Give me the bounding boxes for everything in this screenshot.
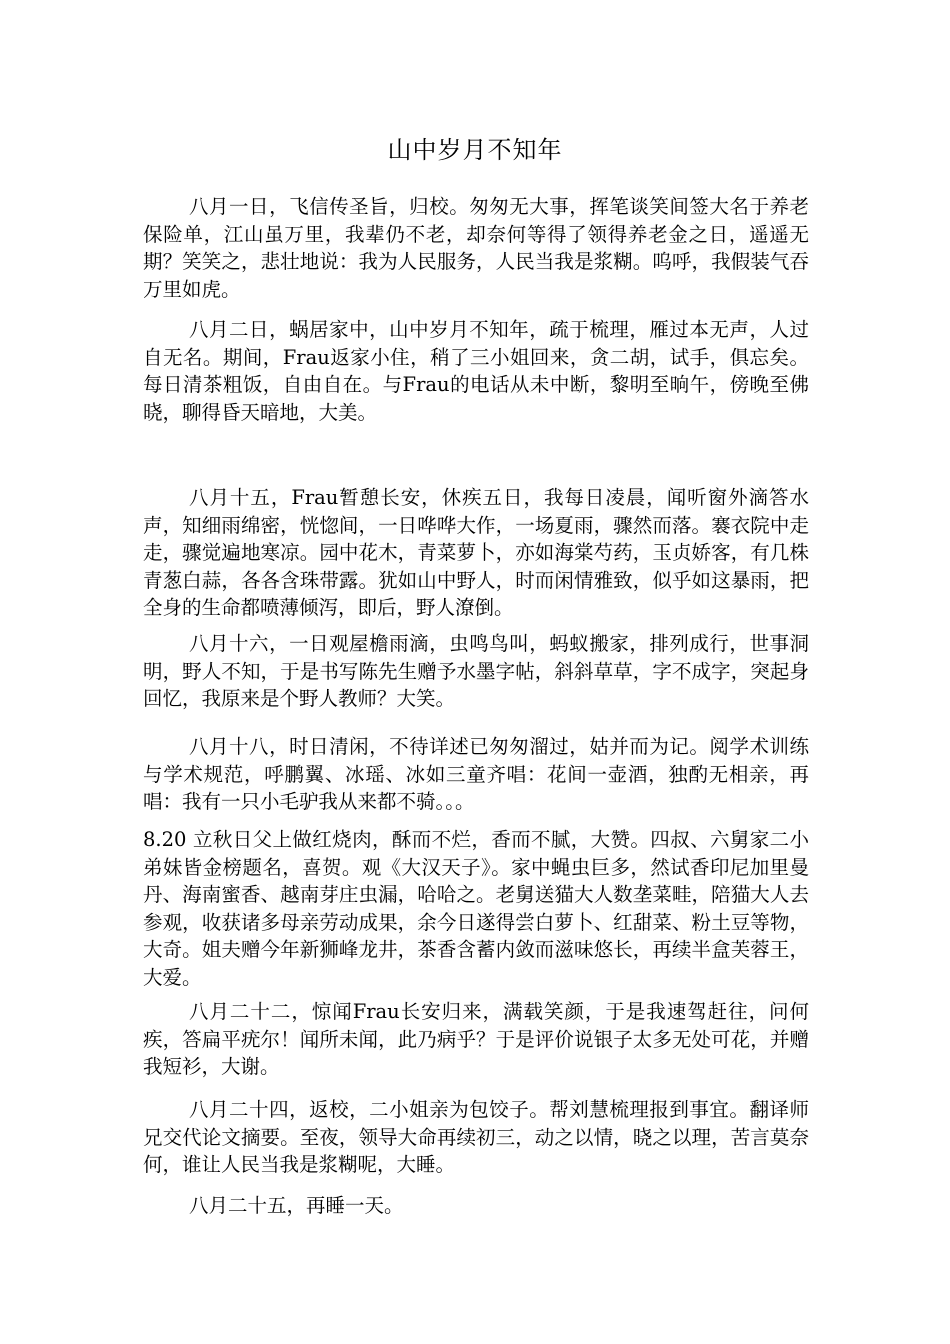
paragraph-aug-22: 八月二十二，惊闻Frau长安归来，满载笑颜，于是我速驾赶往，问何疾，答扁平疣尔！闻所未闻，此乃病乎？于是评价说银子太多无处可花，并赠我短衫，大谢。 bbox=[143, 1000, 809, 1079]
page-title: 山中岁月不知年 bbox=[387, 136, 563, 164]
paragraph-aug-20: 8.20 立秋日父上做红烧肉，酥而不烂，香而不腻，大赞。四叔、六舅家二小弟妹皆金榜题名，喜贺。观《大汉天子》。家中蝇虫巨多，然试香印尼加里曼丹、海南蜜香、越南芽庄虫漏，哈哈之。老舅送猫大人数垄菜畦，陪猫大人去参观，收获诸多母亲劳动成果，余今日遂得尝白萝卜、红甜菜、粉土豆等物，大奇。姐夫赠今年新狮峰龙井，茶香含蓄内敛而滋味悠长，再续半盒芙蓉王，大爱。 bbox=[143, 828, 809, 989]
paragraph-aug-16: 八月十六，一日观屋檐雨滴，虫鸣鸟叫，蚂蚁搬家，排列成行，世事洞明，野人不知，于是书写陈先生赠予水墨字帖，斜斜草草，字不成字，突起身回忆，我原来是个野人教师？大笑。 bbox=[143, 632, 809, 711]
paragraph-aug-25: 八月二十五，再睡一天。 bbox=[189, 1194, 404, 1217]
paragraph-aug-24: 八月二十四，返校，二小姐亲为包饺子。帮刘慧梳理报到事宜。翻译师兄交代论文摘要。至夜，领导大命再续初三，动之以情，晓之以理，苦言莫奈何，谁让人民当我是浆糊呢，大睡。 bbox=[143, 1098, 809, 1177]
paragraph-aug-2: 八月二日，蜗居家中，山中岁月不知年，疏于梳理，雁过本无声，人过自无名。期间，Frau返家小住，稍了三小姐回来，贪二胡，试手，俱忘矣。每日清茶粗饭，自由自在。与Frau的电话从未中断，黎明至晌午，傍晚至佛晓，聊得昏天暗地，大美。 bbox=[143, 318, 809, 424]
paragraph-aug-15: 八月十五，Frau暂憩长安，休疾五日，我每日凌晨，闻听窗外滴答水声，知细雨绵密，恍惚间，一日哗哗大作，一场夏雨，骤然而落。褰衣院中走走，骤觉遍地寒凉。园中花木，青菜萝卜，亦如海棠芍药，玉贞娇客，有几株青葱白蒜，各各含珠带露。犹如山中野人，时而闲情雅致，似乎如这暴雨，把全身的生命都喷薄倾泻，即后，野人潦倒。 bbox=[143, 486, 809, 620]
paragraph-aug-18: 八月十八，时日清闲，不待详述已匆匆溜过，姑并而为记。阅学术训练与学术规范，呼鹏翼、冰瑶、冰如三童齐唱：花间一壶酒，独酌无相亲，再唱：我有一只小毛驴我从来都不骑。。。 bbox=[143, 735, 809, 814]
paragraph-aug-1: 八月一日，飞信传圣旨，归校。匆匆无大事，挥笔谈笑间签大名于养老保险单，江山虽万里，我辈仍不老，却奈何等得了领得养老金之日，遥遥无期？笑笑之，悲壮地说：我为人民服务，人民当我是浆糊。呜呼，我假装气吞万里如虎。 bbox=[143, 195, 809, 301]
